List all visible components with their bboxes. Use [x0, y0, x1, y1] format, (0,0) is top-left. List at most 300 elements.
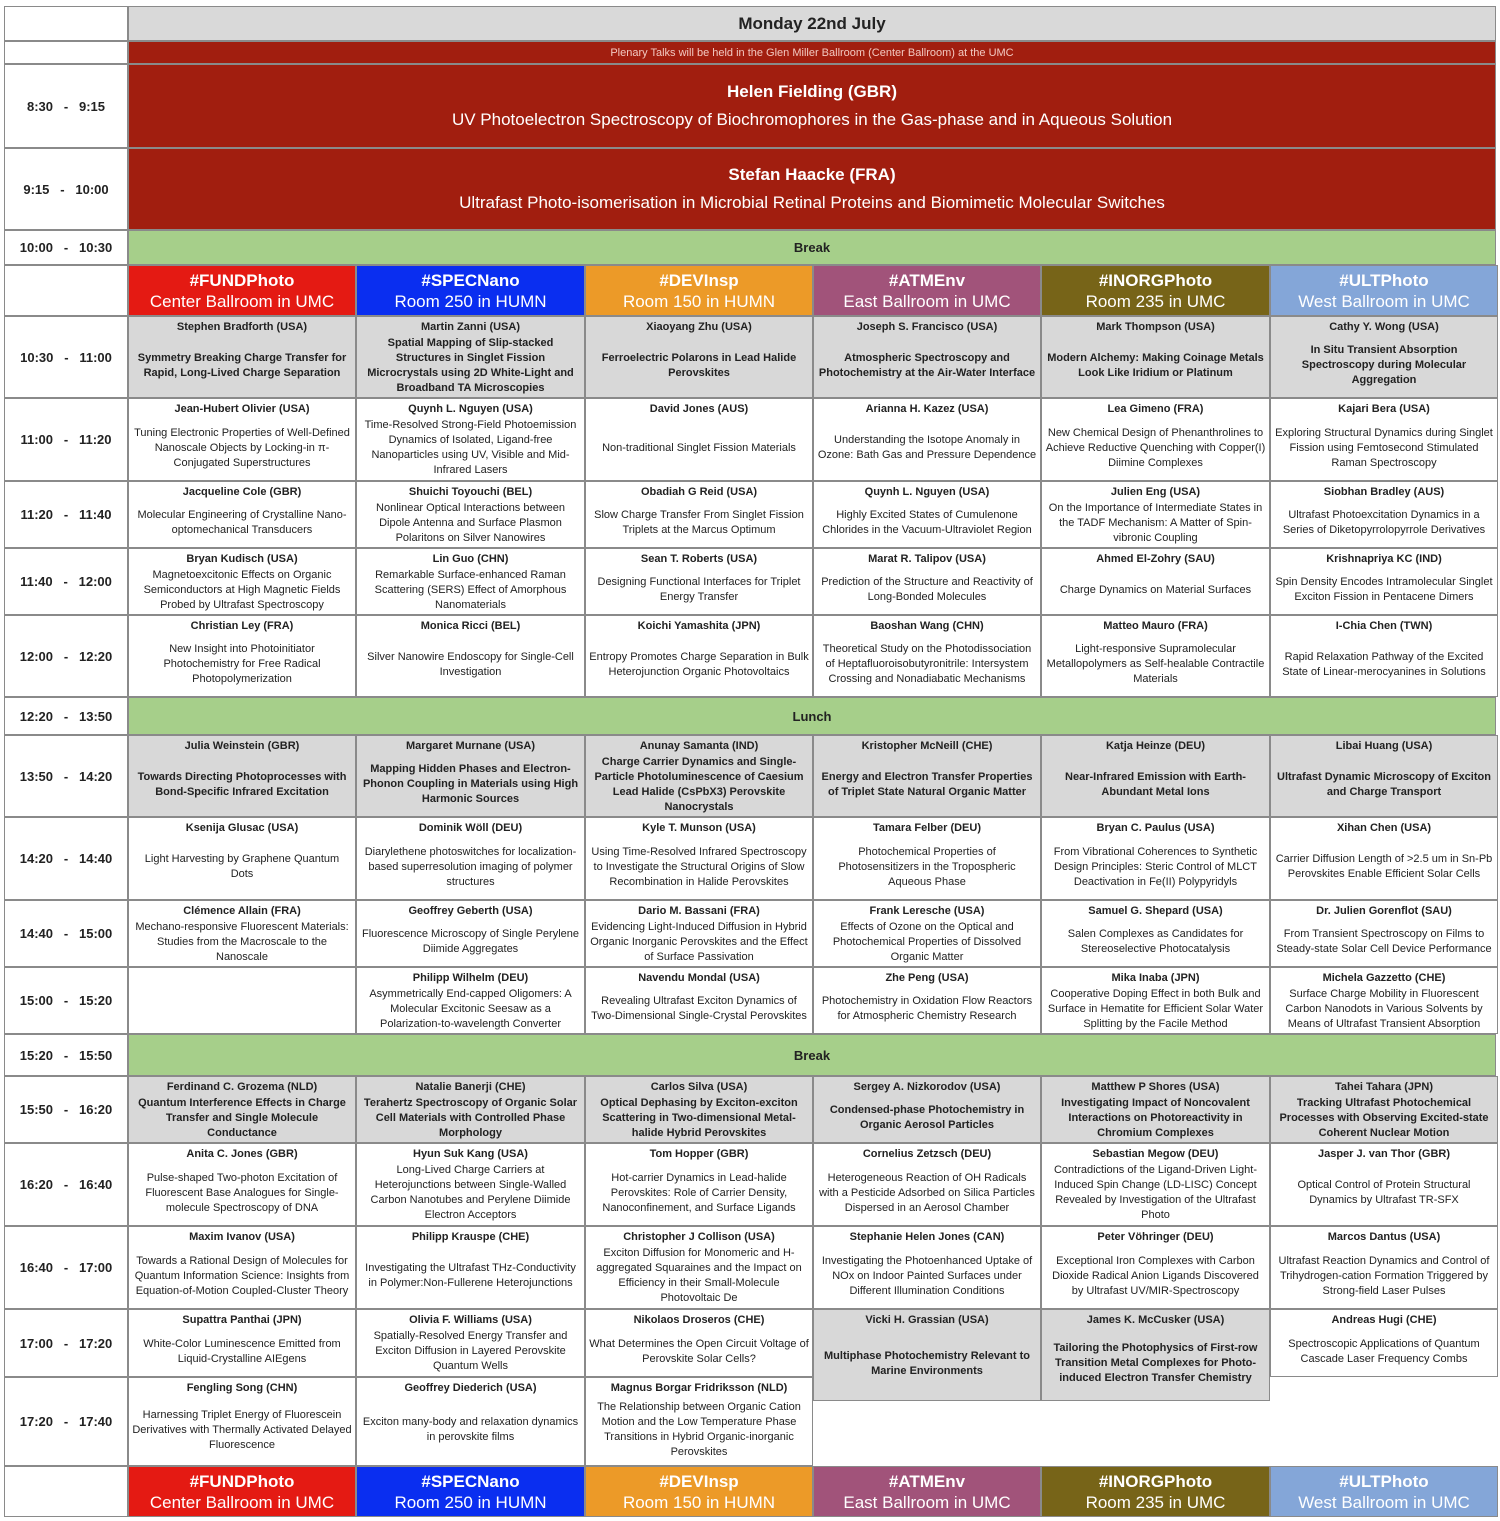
time-label: 9:15 - 10:00	[23, 181, 109, 197]
room-location: East Ballroom in UMC	[843, 1492, 1011, 1512]
talk-title: Remarkable Surface-enhanced Raman Scattering (SERS) Effect of Amorphous Nanomaterials	[374, 568, 567, 611]
time-label: 13:50 - 14:20	[19, 768, 113, 784]
talk-title: Exciton Diffusion for Monomeric and H-aggregated Squaraines and the Impact on Efficiency in their Small-Molecule Photovoltaic De	[596, 1247, 802, 1304]
talk-title: Multiphase Photochemistry Relevant to Marine Environments	[824, 1349, 1030, 1377]
talk-cell	[585, 735, 813, 817]
speaker-name: Andreas Hugi (CHE)	[1331, 1314, 1437, 1326]
talk-title: Mapping Hidden Phases and Electron-Phonon Coupling in Materials using High Harmonic Sources	[362, 763, 579, 805]
speaker-name: Clémence Allain (FRA)	[183, 905, 301, 917]
talk-title: Investigating the Ultrafast THz-Conductivity in Polymer:Non-Fullerene Heterojunctions	[365, 1262, 576, 1289]
talk-cell	[585, 900, 813, 967]
talk-title: In Situ Transient Absorption Spectroscopy during Molecular Aggregation	[1301, 344, 1467, 386]
room-tag: #ATMEnv	[888, 270, 966, 290]
talk-title: Using Time-Resolved Infrared Spectroscopy to Investigate the Structural Origins of Slow Recombination in Halide Perovskites	[591, 845, 807, 888]
speaker-name: Koichi Yamashita (JPN)	[637, 620, 761, 632]
talk-title: Modern Alchemy: Making Coinage Metals Look Like Iridium or Platinum	[1047, 351, 1264, 379]
talk-title: Silver Nanowire Endoscopy for Single-Cell Investigation	[367, 650, 574, 678]
talk-title: Surface Charge Mobility in Fluorescent Carbon Nanodots in Various Solvents by Means of Ultrafast Transient Absorption	[1285, 987, 1483, 1030]
time-label: 11:20 - 11:40	[20, 507, 112, 522]
break-label: Lunch	[792, 708, 832, 724]
room-location: West Ballroom in UMC	[1298, 291, 1470, 311]
talk-title: Towards a Rational Design of Molecules for Quantum Information Science: Insights from Equation-of-Motion Coupled-Cluster Theory	[134, 1254, 350, 1297]
plenary-title: UV Photoelectron Spectroscopy of Biochromophores in the Gas-phase and in Aqueous Solution	[451, 110, 1173, 129]
talk-cell	[1041, 316, 1270, 398]
talk-cell	[813, 900, 1041, 967]
talk-title: Pulse-shaped Two-photon Excitation of Fluorescent Base Analogues for Single-molecule Spectroscopy of DNA	[145, 1171, 339, 1214]
talk-title: Atmospheric Spectroscopy and Photochemistry at the Air-Water Interface	[818, 351, 1036, 379]
talk-cell	[356, 1226, 585, 1309]
time-slot	[4, 398, 128, 481]
day-header	[128, 6, 1496, 41]
talk-title: Carrier Diffusion Length of >2.5 um in Sn-Pb Perovskites Enable Efficient Solar Cells	[1275, 853, 1493, 880]
talk-title: Designing Functional Interfaces for Triplet Energy Transfer	[597, 576, 801, 603]
time-label: 11:00 - 11:20	[20, 432, 112, 447]
speaker-name: Joseph S. Francisco (USA)	[856, 321, 998, 333]
speaker-name: Matteo Mauro (FRA)	[1103, 620, 1208, 632]
talk-title: Slow Charge Transfer From Singlet Fission Triplets at the Marcus Optimum	[594, 509, 804, 536]
speaker-name: Supattra Panthai (JPN)	[182, 1314, 302, 1326]
break-bar	[128, 230, 1496, 265]
talk-title: Molecular Engineering of Crystalline Nano-optomechanical Transducers	[137, 509, 347, 536]
time-slot	[4, 230, 128, 265]
talk-title: Spectroscopic Applications of Quantum Cascade Laser Frequency Combs	[1288, 1337, 1480, 1365]
speaker-name: Kyle T. Munson (USA)	[642, 822, 756, 834]
speaker-name: Lea Gimeno (FRA)	[1107, 403, 1204, 415]
talk-title: Prediction of the Structure and Reactivity of Long-Bonded Molecules	[821, 576, 1033, 603]
speaker-name: Katja Heinze (DEU)	[1105, 740, 1206, 752]
speaker-name: I-Chia Chen (TWN)	[1335, 620, 1433, 632]
room-header	[1270, 1466, 1498, 1517]
talk-title: Spatial Mapping of Slip-stacked Structures in Singlet Fission Microcrystals using 2D White-Light and Broadband TA Microscopies	[367, 336, 574, 394]
time-label: 11:40 - 12:00	[20, 574, 112, 589]
room-header	[1041, 265, 1270, 316]
speaker-name: Anunay Samanta (IND)	[639, 740, 759, 752]
speaker-name: Quynh L. Nguyen (USA)	[408, 403, 533, 415]
plenary-title: Ultrafast Photo-isomerisation in Microbial Retinal Proteins and Biomimetic Molecular Switches	[459, 193, 1165, 212]
speaker-name: Krishnapriya KC (IND)	[1326, 553, 1442, 565]
talk-title: Contradictions of the Ligand-Driven Light-Induced Spin Change (LD-LISC) Concept Revealed by Investigation of the Ultrafast Photo	[1053, 1164, 1257, 1221]
talk-title: Symmetry Breaking Charge Transfer for Rapid, Long-Lived Charge Separation	[137, 351, 347, 379]
talk-cell	[1041, 398, 1270, 481]
talk-cell	[1270, 900, 1498, 967]
speaker-name: James K. McCusker (USA)	[1086, 1314, 1225, 1326]
talk-title: Ultrafast Photoexcitation Dynamics in a Series of Diketopyrrolopyrrole Derivatives	[1282, 509, 1486, 536]
speaker-name: Bryan Kudisch (USA)	[186, 553, 298, 565]
room-header	[585, 265, 813, 316]
time-label: 15:50 - 16:20	[19, 1102, 113, 1117]
talk-cell	[1041, 900, 1270, 967]
talk-title: Charge Dynamics on Material Surfaces	[1059, 583, 1252, 596]
talk-cell	[128, 900, 356, 967]
room-header	[813, 1466, 1041, 1517]
room-tag: #ULTPhoto	[1339, 1471, 1429, 1491]
talk-title: Time-Resolved Strong-Field Photoemission Dynamics of Isolated, Ligand-free Nanoparticles using UV, Visible and Mid-Infrared Lasers	[364, 419, 577, 476]
talk-title: Non-traditional Singlet Fission Materials	[602, 441, 796, 454]
speaker-name: Quynh L. Nguyen (USA)	[864, 486, 990, 498]
talk-title: Salen Complexes as Candidates for Stereoselective Photocatalysis	[1067, 928, 1244, 955]
talk-cell	[1270, 548, 1498, 615]
speaker-name: Mika Inaba (JPN)	[1111, 972, 1200, 984]
talk-cell	[128, 1309, 356, 1377]
talk-cell	[356, 900, 585, 967]
plenary-note	[128, 41, 1496, 64]
time-slot	[4, 697, 128, 735]
plenary-talk	[128, 64, 1496, 148]
talk-cell	[356, 481, 585, 548]
talk-cell	[1270, 735, 1498, 817]
time-slot	[4, 1309, 128, 1377]
talk-cell	[128, 548, 356, 615]
talk-cell	[356, 1143, 585, 1226]
talk-cell	[813, 481, 1041, 548]
speaker-name: Jacqueline Cole (GBR)	[182, 486, 302, 498]
day-title: Monday 22nd July	[738, 13, 886, 33]
room-header	[128, 1466, 356, 1517]
talk-cell	[1041, 735, 1270, 817]
speaker-name: Vicki H. Grassian (USA)	[865, 1314, 989, 1326]
empty-slot	[128, 967, 356, 1034]
talk-title: Magnetoexcitonic Effects on Organic Semiconductors at High Magnetic Fields Probed by Ultrafast Spectroscopy	[143, 568, 341, 611]
talk-title: Entropy Promotes Charge Separation in Bulk Heterojunction Organic Photovoltaics	[589, 650, 809, 678]
talk-cell	[1270, 398, 1498, 481]
speaker-name: Bryan C. Paulus (USA)	[1096, 822, 1215, 834]
talk-cell	[1270, 1076, 1498, 1143]
talk-cell	[585, 1226, 813, 1309]
corner-cell	[4, 6, 128, 41]
talk-title: Ferroelectric Polarons in Lead Halide Perovskites	[601, 351, 797, 379]
talk-title: Cooperative Doping Effect in both Bulk and Surface in Hematite for Efficient Solar Water Splitting by the Facile Method	[1047, 987, 1264, 1030]
time-slot	[4, 1034, 128, 1076]
room-tag: #INORGPhoto	[1098, 1471, 1213, 1491]
talk-title: Investigating Impact of Noncovalent Interactions on Photoreactivity in Chromium Complexes	[1061, 1096, 1250, 1139]
talk-title: Nonlinear Optical Interactions between Dipole Antenna and Surface Plasmon Polaritons on Silver Nanowires	[376, 501, 565, 544]
speaker-name: Peter Vöhringer (DEU)	[1097, 1231, 1214, 1243]
talk-cell	[356, 1309, 585, 1377]
speaker-name: Cornelius Zetzsch (DEU)	[862, 1148, 992, 1160]
speaker-name: Xiaoyang Zhu (USA)	[646, 321, 752, 333]
speaker-name: Kristopher McNeill (CHE)	[861, 740, 993, 752]
talk-cell	[813, 1143, 1041, 1226]
time-label: 15:20 - 15:50	[19, 1047, 113, 1063]
time-slot	[4, 148, 128, 230]
room-location: Room 250 in HUMN	[394, 1492, 547, 1512]
talk-cell	[585, 1076, 813, 1143]
speaker-name: Arianna H. Kazez (USA)	[865, 403, 989, 415]
talk-cell	[1041, 1076, 1270, 1143]
time-label: 15:00 - 15:20	[19, 993, 113, 1008]
talk-cell	[1270, 316, 1498, 398]
talk-cell	[356, 967, 585, 1034]
time-slot	[4, 615, 128, 697]
talk-title: Hot-carrier Dynamics in Lead-halide Perovskites: Role of Carrier Density, Nanoconfinement, and Surface Ligands	[602, 1171, 796, 1214]
talk-title: Light Harvesting by Graphene Quantum Dots	[144, 853, 340, 880]
talk-title: Long-Lived Charge Carriers at Heterojunctions between Single-Walled Carbon Nanotubes and Perylene Diimide Electron Acceptors	[370, 1164, 571, 1221]
speaker-name: Philipp Krauspe (CHE)	[411, 1231, 530, 1243]
talk-cell	[356, 316, 585, 398]
speaker-name: Margaret Murnane (USA)	[406, 740, 535, 752]
talk-cell	[813, 398, 1041, 481]
room-location: Room 150 in HUMN	[622, 291, 776, 311]
speaker-name: Dominik Wöll (DEU)	[418, 822, 523, 834]
speaker-name: Geoffrey Diederich (USA)	[404, 1382, 537, 1394]
room-tag: #INORGPhoto	[1098, 270, 1213, 290]
speaker-name: Xihan Chen (USA)	[1336, 822, 1432, 834]
talk-title: Condensed-phase Photochemistry in Organic Aerosol Particles	[829, 1104, 1025, 1131]
talk-title: The Relationship between Organic Cation Motion and the Low Temperature Phase Transitions in Hybrid Organic-inorganic Perovskites	[597, 1401, 801, 1458]
talk-cell	[1041, 1226, 1270, 1309]
speaker-name: Sergey A. Nizkorodov (USA)	[853, 1081, 1001, 1093]
talk-title: Near-Infrared Emission with Earth-Abundant Metal Ions	[1065, 770, 1246, 798]
speaker-name: Christopher J Collison (USA)	[623, 1231, 775, 1243]
talk-title: From Transient Spectroscopy on Films to Steady-state Solar Cell Device Performance	[1276, 928, 1492, 955]
talk-cell	[1270, 481, 1498, 548]
talk-title: Rapid Relaxation Pathway of the Excited State of Linear-merocyanines in Solutions	[1282, 650, 1486, 678]
talk-cell	[356, 398, 585, 481]
talk-cell	[128, 481, 356, 548]
talk-title: Tailoring the Photophysics of First-row Transition Metal Complexes for Photo-induced Electron Transfer Chemistry	[1053, 1342, 1258, 1384]
talk-title: Fluorescence Microscopy of Single Perylene Diimide Aggregates	[361, 928, 580, 955]
plenary-speaker: Stefan Haacke (FRA)	[728, 165, 896, 184]
time-slot	[4, 817, 128, 900]
talk-cell	[1041, 1309, 1270, 1401]
corner-cell	[4, 1466, 128, 1517]
speaker-name: Kajari Bera (USA)	[1338, 403, 1430, 415]
time-label: 10:30 - 11:00	[20, 349, 112, 365]
time-slot	[4, 64, 128, 148]
time-label: 10:00 - 10:30	[19, 240, 113, 255]
room-location: West Ballroom in UMC	[1298, 1492, 1470, 1512]
room-location: Room 150 in HUMN	[622, 1492, 776, 1512]
speaker-name: Stephanie Helen Jones (CAN)	[849, 1231, 1005, 1243]
corner-cell	[4, 265, 128, 316]
talk-cell	[128, 1076, 356, 1143]
time-slot	[4, 967, 128, 1034]
room-header	[128, 265, 356, 316]
talk-cell	[585, 1143, 813, 1226]
talk-title: Evidencing Light-Induced Diffusion in Hybrid Organic Inorganic Perovskites and the Effect of Surface Passivation	[590, 920, 808, 963]
room-tag: #ATMEnv	[888, 1471, 966, 1491]
room-header	[1041, 1466, 1270, 1517]
talk-cell	[585, 1377, 813, 1466]
speaker-name: Olivia F. Williams (USA)	[409, 1314, 532, 1326]
talk-cell	[813, 1076, 1041, 1143]
talk-cell	[128, 817, 356, 900]
break-bar	[128, 1034, 1496, 1076]
talk-title: Ultrafast Reaction Dynamics and Control of Trihydrogen-cation Formation Triggered by Strong-field Laser Pulses	[1278, 1254, 1490, 1297]
room-location: Center Ballroom in UMC	[149, 1492, 335, 1512]
talk-title: Asymmetrically End-capped Oligomers: A Molecular Excitonic Seesaw as a Polarization-to-wavelength Converter	[369, 987, 572, 1030]
talk-cell	[1041, 967, 1270, 1034]
speaker-name: Anita C. Jones (GBR)	[186, 1148, 298, 1160]
talk-cell	[128, 735, 356, 817]
talk-title: What Determines the Open Circuit Voltage of Perovskite Solar Cells?	[589, 1337, 809, 1365]
time-slot	[4, 481, 128, 548]
room-location: Room 235 in UMC	[1085, 1492, 1226, 1512]
time-slot	[4, 1076, 128, 1143]
speaker-name: Lin Guo (CHN)	[432, 553, 509, 565]
speaker-name: Fengling Song (CHN)	[186, 1382, 298, 1394]
speaker-name: Ahmed El-Zohry (SAU)	[1096, 553, 1215, 565]
talk-cell	[813, 1226, 1041, 1309]
talk-title: Harnessing Triplet Energy of Fluorescein Derivatives with Thermally Activated Delayed Fluorescence	[132, 1408, 352, 1451]
talk-title: Highly Excited States of Cumulenone Chlorides in the Vacuum-Ultraviolet Region	[822, 509, 1032, 536]
speaker-name: Monica Ricci (BEL)	[420, 620, 521, 632]
speaker-name: Jasper J. van Thor (GBR)	[1317, 1148, 1451, 1160]
speaker-name: Julien Eng (USA)	[1110, 486, 1201, 498]
talk-title: Ultrafast Dynamic Microscopy of Exciton and Charge Transport	[1277, 770, 1491, 798]
room-header	[356, 1466, 585, 1517]
talk-title: Exploring Structural Dynamics during Singlet Fission using Femtosecond Stimulated Raman Spectroscopy	[1275, 426, 1493, 469]
speaker-name: Shuichi Toyouchi (BEL)	[408, 486, 533, 498]
talk-cell	[585, 548, 813, 615]
talk-cell	[1270, 1309, 1498, 1377]
speaker-name: David Jones (AUS)	[649, 403, 749, 415]
talk-title: Spin Density Encodes Intramolecular Singlet Exciton Fission in Pentacene Dimers	[1275, 576, 1493, 603]
speaker-name: Navendu Mondal (USA)	[638, 972, 760, 984]
room-location: Room 235 in UMC	[1085, 291, 1226, 311]
talk-title: Diarylethene photoswitches for localization-based superresolution imaging of polymer structures	[364, 845, 577, 888]
speaker-name: Nikolaos Droseros (CHE)	[633, 1314, 765, 1326]
talk-cell	[813, 548, 1041, 615]
talk-cell	[585, 1309, 813, 1377]
speaker-name: Christian Ley (FRA)	[190, 620, 294, 632]
talk-title: Terahertz Spectroscopy of Organic Solar Cell Materials with Controlled Phase Morphology	[363, 1096, 578, 1139]
speaker-name: Stephen Bradforth (USA)	[176, 321, 308, 333]
talk-cell	[356, 1076, 585, 1143]
talk-cell	[356, 615, 585, 697]
speaker-name: Tom Hopper (GBR)	[649, 1148, 749, 1160]
talk-cell	[1270, 615, 1498, 697]
time-slot	[4, 1377, 128, 1466]
room-tag: #ULTPhoto	[1339, 270, 1429, 290]
talk-cell	[813, 817, 1041, 900]
talk-title: Towards Directing Photoprocesses with Bond-Specific Infrared Excitation	[137, 770, 347, 798]
speaker-name: Baoshan Wang (CHN)	[870, 620, 984, 632]
time-label: 12:20 - 13:50	[19, 708, 113, 724]
talk-cell	[585, 967, 813, 1034]
talk-cell	[128, 1143, 356, 1226]
talk-cell	[585, 817, 813, 900]
talk-title: Exceptional Iron Complexes with Carbon Dioxide Radical Anion Ligands Discovered by Ultrafast UV/MIR-Spectroscopy	[1052, 1254, 1259, 1297]
talk-cell	[585, 481, 813, 548]
speaker-name: Frank Leresche (USA)	[869, 905, 985, 917]
talk-cell	[128, 1377, 356, 1466]
talk-cell	[813, 735, 1041, 817]
room-location: East Ballroom in UMC	[843, 291, 1011, 311]
time-slot	[4, 316, 128, 398]
room-header	[813, 265, 1041, 316]
time-label: 16:20 - 16:40	[19, 1177, 113, 1192]
speaker-name: Marcos Dantus (USA)	[1327, 1231, 1441, 1243]
speaker-name: Natalie Banerji (CHE)	[415, 1081, 526, 1093]
talk-title: Optical Dephasing by Exciton-exciton Scattering in Two-dimensional Metal-halide Hybrid Perovskites	[600, 1096, 798, 1139]
speaker-name: Hyun Suk Kang (USA)	[413, 1148, 528, 1160]
talk-cell	[585, 316, 813, 398]
talk-title: Photochemistry in Oxidation Flow Reactors for Atmospheric Chemistry Research	[821, 995, 1033, 1022]
speaker-name: Samuel G. Shepard (USA)	[1088, 905, 1223, 917]
time-label: 17:00 - 17:20	[19, 1335, 113, 1351]
talk-cell	[813, 615, 1041, 697]
speaker-name: Ferdinand C. Grozema (NLD)	[166, 1081, 318, 1093]
room-header	[1270, 265, 1498, 316]
speaker-name: Maxim Ivanov (USA)	[189, 1231, 295, 1243]
speaker-name: Tahei Tahara (JPN)	[1334, 1081, 1433, 1093]
talk-cell	[356, 817, 585, 900]
talk-title: From Vibrational Coherences to Synthetic Design Principles: Steric Control of MLCT Deactivation in Fe(II) Polypyridyls	[1053, 845, 1258, 888]
room-tag: #FUNDPhoto	[189, 1471, 295, 1491]
talk-title: Energy and Electron Transfer Properties of Triplet State Natural Organic Matter	[821, 770, 1033, 798]
time-label: 14:20 - 14:40	[19, 851, 113, 866]
speaker-name: Libai Huang (USA)	[1335, 740, 1433, 752]
time-label: 16:40 - 17:00	[19, 1260, 113, 1275]
time-slot	[4, 900, 128, 967]
talk-title: Effects of Ozone on the Optical and Photochemical Properties of Dissolved Organic Matter	[832, 920, 1022, 963]
plenary-speaker: Helen Fielding (GBR)	[727, 82, 897, 101]
talk-cell	[356, 735, 585, 817]
talk-cell	[1270, 1143, 1498, 1226]
talk-title: Charge Carrier Dynamics and Single-Particle Photoluminescence of Caesium Lead Halide (CsPbX3) Perovskite Nanocrystals	[594, 755, 804, 813]
break-label: Break	[793, 1047, 831, 1063]
talk-cell	[1041, 548, 1270, 615]
talk-title: New Chemical Design of Phenanthrolines to Achieve Reductive Quenching with Copper(I) Diimine Complexes	[1045, 426, 1266, 469]
room-tag: #SPECNano	[421, 1471, 520, 1491]
speaker-name: Jean-Hubert Olivier (USA)	[174, 403, 310, 415]
time-label: 17:20 - 17:40	[19, 1414, 113, 1429]
talk-cell	[585, 615, 813, 697]
speaker-name: Martin Zanni (USA)	[421, 321, 520, 333]
speaker-name: Carlos Silva (USA)	[650, 1081, 748, 1093]
break-bar	[128, 697, 1496, 735]
time-label: 14:40 - 15:00	[19, 926, 113, 941]
speaker-name: Mark Thompson (USA)	[1096, 321, 1215, 333]
time-label: 8:30 - 9:15	[26, 98, 106, 114]
talk-title: Mechano-responsive Fluorescent Materials: Studies from the Macroscale to the Nanoscale	[135, 920, 349, 963]
talk-title: On the Importance of Intermediate States in the TADF Mechanism: A Matter of Spin-vibronic Coupling	[1048, 501, 1263, 544]
talk-cell	[1041, 615, 1270, 697]
talk-title: Tuning Electronic Properties of Well-Defined Nanoscale Objects by Locking-in π-Conjugated Superstructures	[134, 426, 350, 469]
talk-title: New Insight into Photoinitiator Photochemistry for Free Radical Photopolymerization	[163, 643, 321, 685]
speaker-name: Geoffrey Geberth (USA)	[408, 905, 533, 917]
talk-cell	[1041, 481, 1270, 548]
talk-cell	[1270, 817, 1498, 900]
talk-cell	[1041, 1143, 1270, 1226]
speaker-name: Julia Weinstein (GBR)	[184, 740, 300, 752]
room-header	[356, 265, 585, 316]
talk-cell	[1270, 967, 1498, 1034]
time-slot	[4, 1226, 128, 1309]
speaker-name: Dario M. Bassani (FRA)	[638, 905, 760, 917]
room-tag: #SPECNano	[421, 270, 520, 290]
talk-title: White-Color Luminescence Emitted from Liquid-Crystalline AIEgens	[143, 1337, 341, 1365]
talk-cell	[356, 1377, 585, 1466]
room-tag: #FUNDPhoto	[189, 270, 295, 290]
room-location: Center Ballroom in UMC	[149, 291, 335, 311]
room-tag: #DEVInsp	[659, 270, 739, 290]
plenary-talk	[128, 148, 1496, 230]
speaker-name: Zhe Peng (USA)	[885, 972, 969, 984]
speaker-name: Sean T. Roberts (USA)	[640, 553, 758, 565]
talk-title: Optical Control of Protein Structural Dynamics by Ultrafast TR-SFX	[1297, 1179, 1471, 1206]
time-slot	[4, 548, 128, 615]
speaker-name: Ksenija Glusac (USA)	[185, 822, 299, 834]
talk-title: Quantum Interference Effects in Charge Transfer and Single Molecule Conductance	[138, 1096, 346, 1139]
talk-cell	[128, 316, 356, 398]
talk-title: Revealing Ultrafast Exciton Dynamics of Two-Dimensional Single-Crystal Perovskites	[591, 995, 807, 1022]
speaker-name: Tamara Felber (DEU)	[873, 822, 981, 834]
talk-cell	[1270, 1226, 1498, 1309]
room-location: Room 250 in HUMN	[394, 291, 547, 311]
room-tag: #DEVInsp	[659, 1471, 739, 1491]
